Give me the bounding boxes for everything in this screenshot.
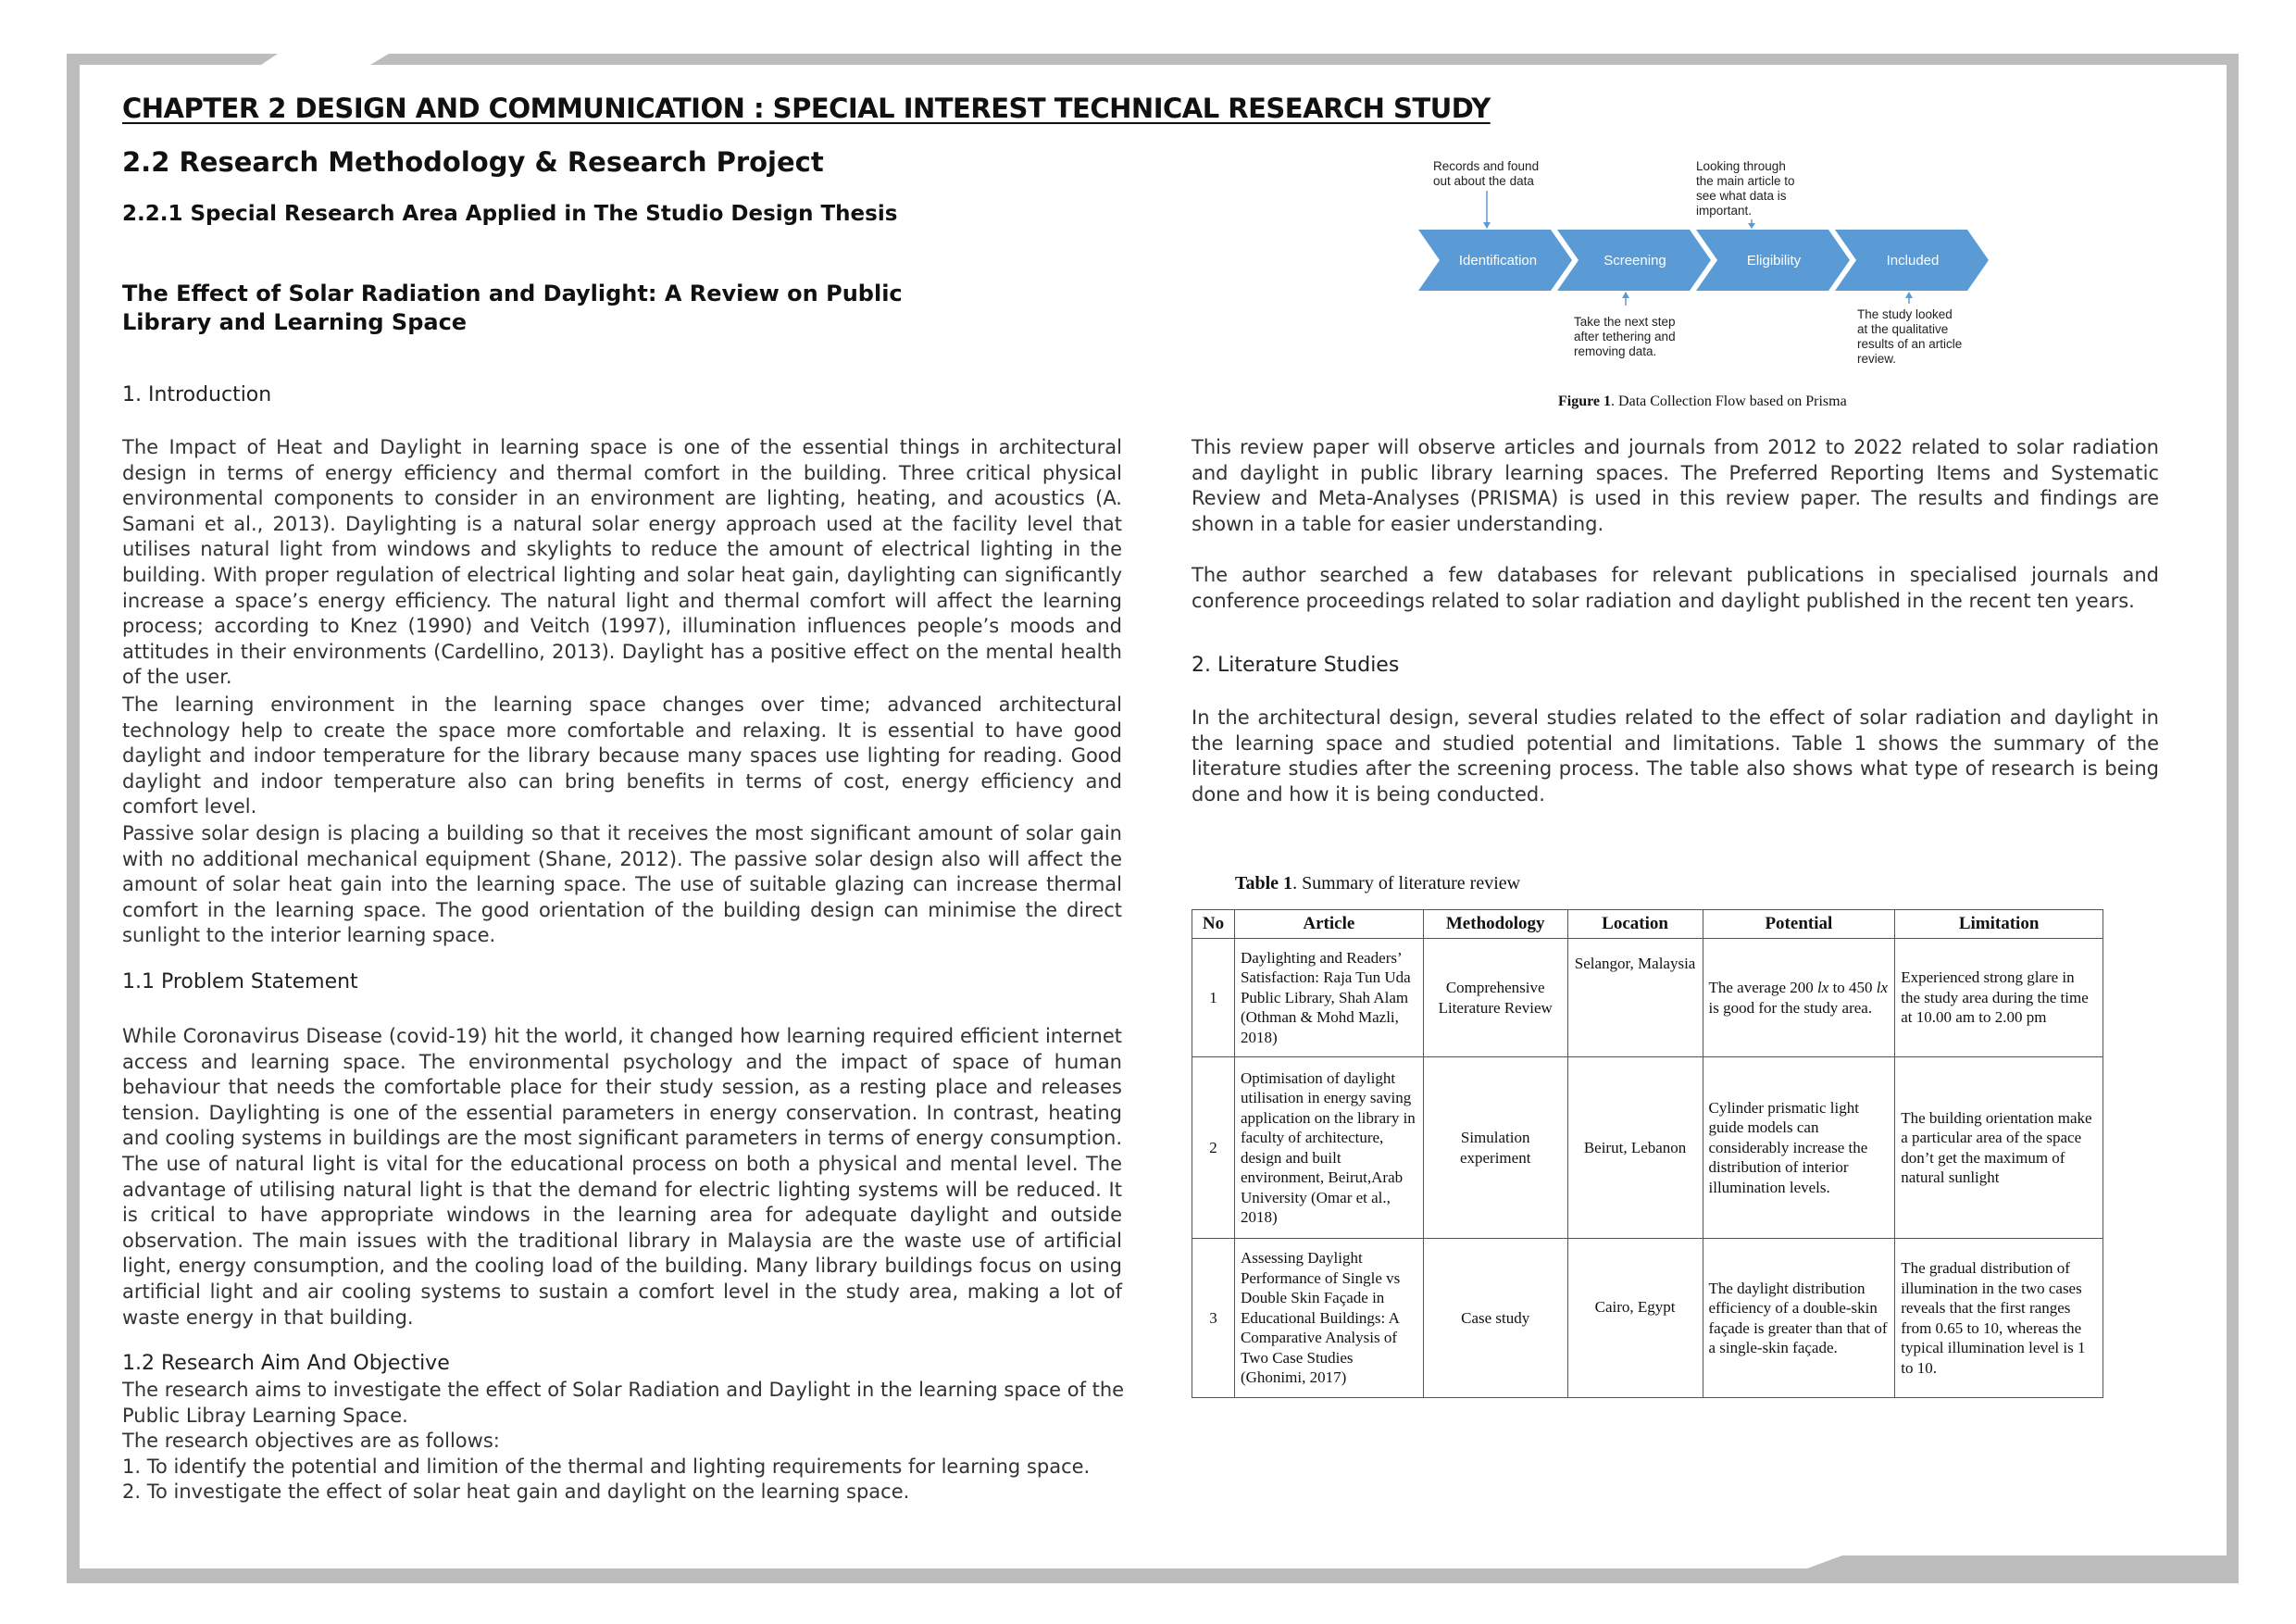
fig-note-screening bbox=[1574, 315, 1676, 359]
cell-location: Beirut, Lebanon bbox=[1567, 1057, 1703, 1239]
cell-article: Assessing Daylight Performance of Single vs Double Skin Façade in Educational Buildings: A Comparative Analysis of Two Case Studies (Ghonimi, 2017) bbox=[1234, 1239, 1423, 1398]
cell-limitation: The building orientation make a particular area of the space don’t get the maximum of natural sunlight bbox=[1895, 1057, 2103, 1239]
connector-arrowhead bbox=[1483, 222, 1491, 229]
fig-note-line: at the qualitative bbox=[1857, 322, 1949, 336]
cell-article: Optimisation of daylight utilisation in energy saving application on the library in faculty of architecture, design and built environment, Beirut,Arab University (Omar et al., 2018) bbox=[1234, 1057, 1423, 1239]
header-limitation: Limitation bbox=[1895, 910, 2103, 939]
cell-article: Daylighting and Readers’ Satisfaction: Raja Tun Uda Public Library, Shah Alam (Othman & Mohd Mazli, 2018) bbox=[1234, 939, 1423, 1057]
header-potential: Potential bbox=[1703, 910, 1895, 939]
cell-potential: Cylinder prismatic light guide models can considerably increase the distribution of interior illumination levels. bbox=[1703, 1057, 1895, 1239]
table-caption-label: Table 1 bbox=[1235, 873, 1293, 893]
connector-arrowhead bbox=[1905, 292, 1913, 298]
header-location: Location bbox=[1567, 910, 1703, 939]
fig-note-identification bbox=[1433, 159, 1539, 189]
cell-no: 3 bbox=[1192, 1239, 1235, 1398]
fig-note-line: review. bbox=[1857, 352, 1897, 366]
fig-note-line: out about the data bbox=[1433, 174, 1534, 188]
aim-heading: 1.2 Research Aim And Objective bbox=[122, 1352, 450, 1375]
aim-lines bbox=[122, 1378, 1124, 1505]
header-article: Article bbox=[1234, 910, 1423, 939]
aim-line: The research aims to investigate the effect of Solar Radiation and Daylight in the learning space of the bbox=[122, 1379, 1125, 1401]
subsection-heading: 2.2.1 Special Research Area Applied in The Studio Design Thesis bbox=[122, 202, 898, 226]
intro-paragraph-1: The Impact of Heat and Daylight in learning space is one of the essential things in architectural design in terms of energy efficiency and thermal comfort in the building. Three critical physical environmental components to consider in an environment are lighting, heating, and acoustics (A. Samani et al., 2013). Daylighting is a natural solar energy approach used at the facility level that utilises natural light from windows and skylights to reduce the amount of electrical lighting in the building. With proper regulation of electrical lighting and solar heat gain, daylighting can significantly increase a space’s energy efficiency. The natural light and thermal comfort will affect the learning process; according to Knez (1990) and Veitch (1997), illumination influences people’s moods and attitudes in their environments (Cardellino, 2013). Daylight has a positive effect on the mental health of the user. bbox=[122, 436, 1122, 689]
header-methodology: Methodology bbox=[1423, 910, 1567, 939]
paper-title: The Effect of Solar Radiation and Daylight: A Review on Public Library and Learning Space bbox=[122, 281, 903, 335]
table-row bbox=[1192, 1239, 2103, 1398]
cell-no: 2 bbox=[1192, 1057, 1235, 1239]
potential-text: to 450 bbox=[1828, 979, 1877, 996]
literature-heading: 2. Literature Studies bbox=[1192, 654, 1400, 677]
aim-line: The research objectives are as follows: bbox=[122, 1430, 500, 1453]
figure-caption bbox=[1558, 394, 1847, 410]
potential-text: The average 200 bbox=[1708, 979, 1818, 996]
fig-note-line: after tethering and bbox=[1574, 330, 1676, 344]
cell-methodology: Comprehensive Literature Review bbox=[1423, 939, 1567, 1057]
cell-location: Selangor, Malaysia bbox=[1567, 939, 1703, 1057]
step-label-identification: Identification bbox=[1458, 253, 1538, 269]
fig-note-line: Records and found bbox=[1433, 159, 1540, 173]
figure-caption-label: Figure 1 bbox=[1558, 394, 1612, 409]
review-paragraph-2: The author searched a few databases for relevant publications in specialised journals and conference proceedings related to solar radiation and daylight published in the recent ten years. bbox=[1192, 564, 2159, 612]
problem-paragraph: While Coronavirus Disease (covid-19) hit the world, it changed how learning required efficient internet access and learning space. The environmental psychology and the impact of space of human behaviour that needs the comfortable place for their study session, as a resting place and releases tension. Daylighting is one of the essential parameters in energy conservation. In contrast, heating and cooling systems in buildings are the most significant parameters in terms of energy consumption. The use of natural light is vital for the educational process on both a physical and mental level. The advantage of utilising natural light is that the demand for electric lighting systems will be reduced. It is critical to have appropriate windows in the learning area for adequate daylight and outside observation. The main issues with the traditional library in Malaysia are the waste use of artificial light, energy consumption, and the cooling load of the building. Many library buildings focus on using artificial light and air cooling systems to sustain a comfort level in the study area, making a lot of waste energy in that building. bbox=[122, 1025, 1122, 1329]
section-heading: 2.2 Research Methodology & Research Project bbox=[122, 146, 824, 178]
header-no: No bbox=[1192, 910, 1235, 939]
cell-limitation: The gradual distribution of illumination in the two cases reveals that the first ranges from 0.65 to 10, whereas the typical illumination level is 1 to 10. bbox=[1895, 1239, 2103, 1398]
potential-unit: lx bbox=[1876, 979, 1889, 996]
aim-line: Public Libray Learning Space. bbox=[122, 1404, 408, 1427]
step-label-screening: Screening bbox=[1603, 253, 1666, 269]
aim-line: 1. To identify the potential and limition of the thermal and lighting requirements for learning space. bbox=[122, 1455, 1091, 1478]
cell-methodology: Simulation experiment bbox=[1423, 1057, 1567, 1239]
table-row bbox=[1192, 1057, 2103, 1239]
fig-note-line: Take the next step bbox=[1574, 315, 1676, 329]
connector-arrowhead bbox=[1748, 223, 1755, 229]
intro-paragraph-2: The learning environment in the learning space changes over time; advanced architectural technology help to create the space more comfortable and relaxing. It is essential to have good daylight and indoor temperature for the library because many spaces use lighting for reading. Good daylight and indoor temperature also can bring benefits in terms of cost, energy efficiency and comfort level. bbox=[122, 693, 1122, 818]
fig-note-line: Looking through bbox=[1696, 159, 1786, 173]
chapter-heading: CHAPTER 2 DESIGN AND COMMUNICATION : SPECIAL INTEREST TECHNICAL RESEARCH STUDY bbox=[122, 93, 1491, 124]
cell-methodology: Case study bbox=[1423, 1239, 1567, 1398]
fig-note-line: results of an article bbox=[1857, 337, 1963, 351]
literature-paragraph: In the architectural design, several studies related to the effect of solar radiation and daylight in the learning space and studied potential and limitations. Table 1 shows the summary of the literature studies after the screening process. The table also shows what type of research is being done and how it is being conducted. bbox=[1192, 706, 2159, 806]
fig-note-line: important. bbox=[1696, 204, 1753, 218]
figure-caption-text: . Data Collection Flow based on Prisma bbox=[1611, 394, 1847, 409]
fig-note-eligibility bbox=[1696, 159, 1795, 219]
table-row bbox=[1192, 939, 2103, 1057]
fig-note-line: the main article to bbox=[1696, 174, 1795, 188]
fig-note-line: The study looked bbox=[1857, 307, 1953, 321]
cell-potential bbox=[1703, 939, 1895, 1057]
potential-text: is good for the study area. bbox=[1708, 998, 1873, 1017]
cell-location: Cairo, Egypt bbox=[1567, 1239, 1703, 1398]
potential-unit: lx bbox=[1817, 979, 1829, 996]
cell-limitation: Experienced strong glare in the study area during the time at 10.00 am to 2.00 pm bbox=[1895, 939, 2103, 1057]
cell-no: 1 bbox=[1192, 939, 1235, 1057]
intro-paragraph-3: Passive solar design is placing a building so that it receives the most significant amount of solar gain with no additional mechanical equipment (Shane, 2012). The passive solar design also will affect the amount of solar heat gain into the learning space. The use of suitable glazing can increase thermal comfort in the learning space. The good orientation of the building design can minimise the direct sunlight to the interior learning space. bbox=[122, 822, 1122, 947]
step-label-eligibility: Eligibility bbox=[1746, 253, 1802, 269]
connector-arrowhead bbox=[1622, 292, 1629, 298]
table-caption bbox=[1235, 873, 1520, 894]
review-paragraph-1: This review paper will observe articles and journals from 2012 to 2022 related to solar radiation and daylight in public library learning spaces. The Preferred Reporting Items and Systematic Review and Meta-Analyses (PRISMA) is used in this review paper. The results and findings are shown in a table for easier understanding. bbox=[1192, 436, 2159, 535]
table-caption-text: . Summary of literature review bbox=[1292, 873, 1521, 893]
fig-note-line: see what data is bbox=[1696, 189, 1787, 203]
intro-heading: 1. Introduction bbox=[122, 383, 272, 406]
problem-heading: 1.1 Problem Statement bbox=[122, 970, 358, 993]
step-label-included: Included bbox=[1886, 253, 1940, 269]
table-header-row bbox=[1192, 910, 2103, 939]
fig-note-included bbox=[1857, 307, 1962, 367]
aim-line: 2. To investigate the effect of solar heat gain and daylight on the learning space. bbox=[122, 1480, 910, 1504]
literature-table bbox=[1192, 909, 2103, 1398]
fig-note-line: removing data. bbox=[1574, 344, 1657, 358]
cell-potential: The daylight distribution efficiency of a double-skin façade is greater than that of a single-skin façade. bbox=[1703, 1239, 1895, 1398]
